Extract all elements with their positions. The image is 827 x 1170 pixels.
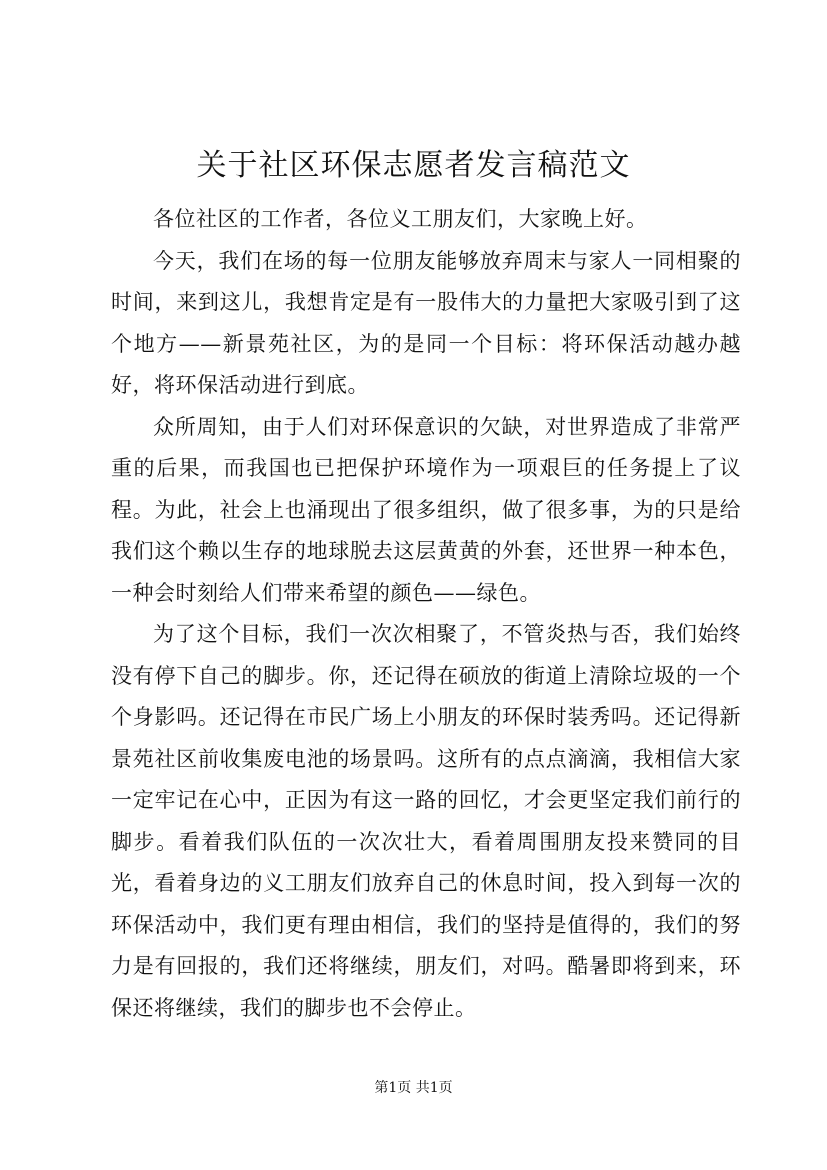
paragraph-greeting: 各位社区的工作者，各位义工朋友们，大家晚上好。 — [153, 207, 648, 231]
page-footer: 第1页 共1页 — [374, 1080, 453, 1096]
paragraph-introduction: 今天，我们在场的每一位朋友能够放弃周末与家人一同相聚的时间，来到这儿，我想肯定是有一股伟大的力量把大家吸引到了这个地方——新景苑社区，为的是同一个目标：将环保活动越办越好，将环保活动进行到底。 — [111, 248, 741, 397]
paragraph-activities: 为了这个目标，我们一次次相聚了，不管炎热与否，我们始终没有停下自己的脚步。你，还记得在硕放的街道上清除垃圾的一个个身影吗。还记得在市民广场上小朋友的环保时装秀吗。还记得新景苑社区前收集废电池的场景吗。这所有的点点滴滴，我相信大家一定牢记在心中，正因为有这一路的回忆，才会更坚定我们前行的脚步。看着我们队伍的一次次壮大，看着周围朋友投来赞同的目光，看着身边的义工朋友们放弃自己的休息时间，投入到每一次的环保活动中，我们更有理由相信，我们的坚持是值得的，我们的努力是有回报的，我们还将继续，朋友们，对吗。酷暑即将到来，环保还将继续，我们的脚步也不会停止。 — [111, 622, 741, 1020]
document-body — [111, 199, 741, 1029]
paragraph-background: 众所周知，由于人们对环保意识的欠缺，对世界造成了非常严重的后果，而我国也已把保护环境作为一项艰巨的任务提上了议程。为此，社会上也涌现出了很多组织，做了很多事，为的只是给我们这个赖以生存的地球脱去这层黄黄的外套，还世界一种本色，一种会时刻给人们带来希望的颜色——绿色。 — [111, 414, 741, 605]
document-title: 关于社区环保志愿者发言稿范文 — [196, 148, 631, 183]
